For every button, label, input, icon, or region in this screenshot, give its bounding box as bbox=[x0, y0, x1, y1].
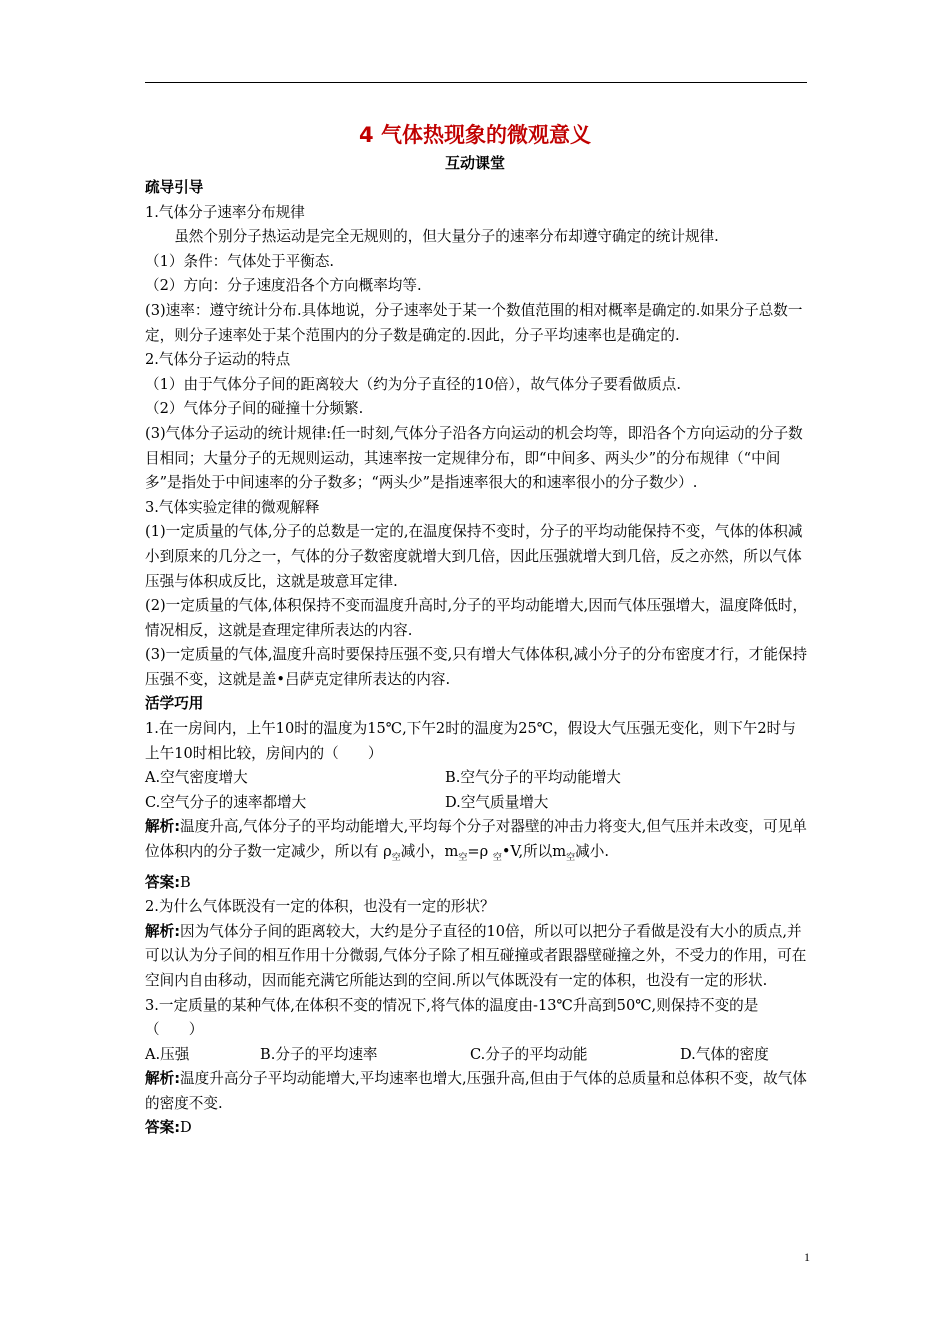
analysis-text: 减小. bbox=[575, 843, 609, 861]
analysis-text: 减小，m bbox=[400, 843, 459, 861]
analysis-text: =ρ bbox=[467, 843, 493, 861]
paragraph: （1）由于气体分子间的距离较大（约为分子直径的10倍），故气体分子要看做质点. bbox=[145, 375, 681, 393]
topic-heading-3: 3.气体实验定律的微观解释 bbox=[145, 498, 320, 516]
page-number: 1 bbox=[804, 1250, 810, 1264]
option-c: C.空气分子的速率都增大 bbox=[145, 793, 307, 811]
topic-heading-1: 1.气体分子速率分布规律 bbox=[145, 203, 305, 221]
paragraph: （1）条件：气体处于平衡态. bbox=[145, 252, 335, 270]
options-row bbox=[145, 1043, 809, 1068]
paragraph: (2)一定质量的气体,体积保持不变而温度升高时,分子的平均动能增大,因而气体压强增大，温度降低时，情况相反，这就是查理定律所表达的内容. bbox=[145, 597, 808, 639]
subscript: 空 bbox=[566, 852, 576, 863]
option-b: B.空气分子的平均动能增大 bbox=[445, 769, 621, 787]
paragraph-intro: 虽然个别分子热运动是完全无规则的，但大量分子的速率分布却遵守确定的统计规律. bbox=[174, 228, 719, 246]
answer-label: 答案: bbox=[145, 1119, 181, 1137]
topic-heading-2: 2.气体分子运动的特点 bbox=[145, 351, 291, 369]
section-heading-guide: 疏导引导 bbox=[145, 179, 204, 196]
analysis-text: 温度升高分子平均动能增大,平均速率也增大,压强升高,但由于气体的总质量和总体积不变，故气体的密度不变. bbox=[145, 1070, 807, 1112]
option-d: D.空气质量增大 bbox=[445, 793, 549, 811]
subscript: 空 bbox=[458, 852, 468, 863]
question-1: 1.在一房间内，上午10时的温度为15℃,下午2时的温度为25℃，假设大气压强无变化，则下午2时与上午10时相比较，房间内的（ ） bbox=[145, 720, 796, 762]
option-a: A.压强 bbox=[145, 1045, 190, 1063]
answer-1 bbox=[145, 871, 809, 896]
option-d: D.气体的密度 bbox=[680, 1045, 769, 1063]
paragraph: (3)一定质量的气体,温度升高时要保持压强不变,只有增大气体体积,减小分子的分布密度才行，才能保持压强不变，这就是盖•吕萨克定律所表达的内容. bbox=[145, 646, 808, 688]
document-body bbox=[145, 176, 809, 1141]
header-rule bbox=[145, 82, 807, 83]
analysis-1 bbox=[145, 815, 809, 870]
question-2: 2.为什么气体既没有一定的体积，也没有一定的形状？ bbox=[145, 898, 495, 916]
page-title: 4 气体热现象的微观意义 bbox=[359, 123, 591, 147]
paragraph: （2）方向：分子速度沿各个方向概率均等. bbox=[145, 277, 422, 295]
paragraph: (3)速率：遵守统计分布.具体地说，分子速率处于某一个数值范围的相对概率是确定的.如果分子总数一定，则分子速率处于某个范围内的分子数是确定的.因此，分子平均速率也是确定的. bbox=[145, 301, 803, 344]
option-c: C.分子的平均动能 bbox=[470, 1045, 588, 1063]
subscript: 空 bbox=[391, 852, 401, 863]
analysis-3 bbox=[145, 1067, 809, 1116]
analysis-text: 温度升高,气体分子的平均动能增大,平均每个分子对器壁的冲击力将变大,但气压并未改变，可见单位体积内的分子数一定减少，所以有 ρ bbox=[145, 818, 807, 861]
question-3: 3.一定质量的某种气体,在体积不变的情况下,将气体的温度由-13℃升高到50℃,则保持不变的是（ ） bbox=[145, 996, 759, 1039]
options-row bbox=[145, 791, 809, 816]
paragraph: （2）气体分子间的碰撞十分频繁. bbox=[145, 400, 364, 418]
section-heading-practice: 活学巧用 bbox=[145, 695, 204, 713]
analysis-text: 因为气体分子间的距离较大，大约是分子直径的10倍，所以可以把分子看做是没有大小的质点,并可以认为分子间的相互作用十分微弱,气体分子除了相互碰撞或者跟器壁碰撞之外，不受力的作用，可在空间内自由移动，因而能充满它所能达到的空间.所以气体既没有一定的体积，也没有一定的形状. bbox=[145, 922, 807, 989]
answer-value: B bbox=[180, 873, 191, 891]
paragraph: (1)一定质量的气体,分子的总数是一定的,在温度保持不变时，分子的平均动能保持不变，气体的体积减小到原来的几分之一，气体的分子数密度就增大到几倍，因此压强就增大到几倍，反之亦然，所以气体压强与体积成反比，这就是玻意耳定律. bbox=[145, 523, 803, 590]
option-b: B.分子的平均速率 bbox=[260, 1045, 378, 1063]
answer-label: 答案: bbox=[145, 873, 181, 891]
subscript: 空 bbox=[492, 852, 502, 863]
analysis-label: 解析: bbox=[145, 1070, 181, 1088]
analysis-label: 解析: bbox=[145, 818, 181, 836]
answer-value: D bbox=[180, 1119, 192, 1137]
answer-3 bbox=[145, 1116, 809, 1141]
options-row bbox=[145, 766, 809, 791]
paragraph: (3)气体分子运动的统计规律:任一时刻,气体分子沿各方向运动的机会均等，即沿各个方向运动的分子数目相同；大量分子的无规则运动，其速率按一定规律分布，即“中间多、两头少”的分布规律（“中间多”是指处于中间速率的分子数多；“两头少”是指速率很大的和速率很小的分子数少）. bbox=[145, 424, 803, 492]
analysis-label: 解析: bbox=[145, 922, 181, 940]
option-a: A.空气密度增大 bbox=[145, 769, 248, 787]
analysis-text: •V,所以m bbox=[501, 843, 567, 861]
analysis-2 bbox=[145, 920, 809, 994]
page-subtitle: 互动课堂 bbox=[444, 154, 505, 172]
